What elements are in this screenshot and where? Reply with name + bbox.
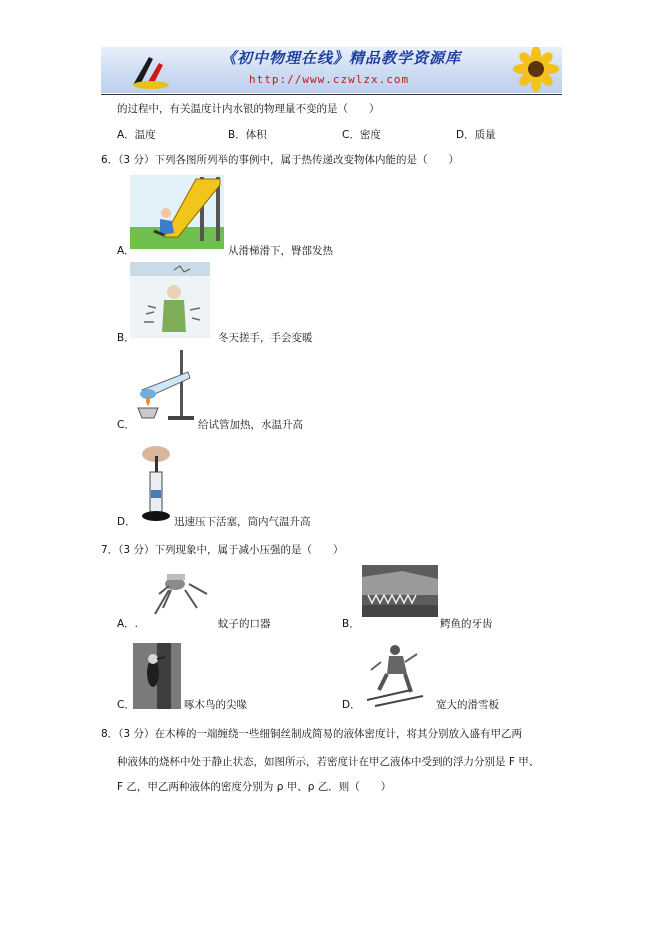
q7-option-d-letter[interactable]: D． bbox=[342, 699, 361, 711]
q6-option-b-letter[interactable]: B． bbox=[117, 332, 135, 344]
sunflower-icon bbox=[506, 47, 562, 93]
q6-stem: 6．（3 分）下列各图所列举的事例中，属于热传递改变物体内能的是（ ） bbox=[101, 154, 459, 166]
q6-option-b-text[interactable]: 冬天搓手，手会变暖 bbox=[218, 332, 313, 344]
mosquito-photo bbox=[145, 570, 217, 618]
banner-title: 《初中物理在线》精品教学资源库 bbox=[221, 49, 462, 67]
q6-option-c-letter[interactable]: C． bbox=[117, 419, 135, 431]
q6-option-c-text[interactable]: 给试管加热，水温升高 bbox=[198, 419, 303, 431]
hand-rubbing-illustration bbox=[130, 262, 210, 338]
crocodile-photo bbox=[362, 565, 438, 617]
q8-line-3: F 乙，甲乙两种液体的密度分别为 ρ 甲、ρ 乙．则（ ） bbox=[117, 781, 392, 793]
banner-url[interactable]: http://www.czwlzx.com bbox=[249, 73, 410, 86]
q7-option-d-text[interactable]: 宽大的滑雪板 bbox=[436, 699, 499, 711]
skier-photo bbox=[365, 640, 431, 710]
q5-option-c[interactable]: C．密度 bbox=[342, 129, 381, 141]
q5-option-b[interactable]: B．体积 bbox=[228, 129, 267, 141]
q5-stem: 的过程中，有关温度计内水银的物理量不变的是（ ） bbox=[117, 103, 380, 115]
q6-option-a-letter[interactable]: A． bbox=[117, 245, 135, 257]
q7-option-a-text[interactable]: 蚊子的口器 bbox=[218, 618, 271, 630]
q8-line-1: 8．（3 分）在木棒的一端缠绕一些细铜丝制成简易的液体密度计，将其分别放入盛有甲乙两 bbox=[101, 728, 522, 740]
q7-option-c-letter[interactable]: C． bbox=[117, 699, 135, 711]
q5-option-a[interactable]: A．温度 bbox=[117, 129, 156, 141]
q6-option-d-text[interactable]: 迅速压下活塞，筒内气温升高 bbox=[174, 516, 311, 528]
test-tube-illustration bbox=[130, 348, 198, 424]
q6-option-a-text[interactable]: 从滑梯滑下，臀部发热 bbox=[228, 245, 333, 257]
q7-option-b-letter[interactable]: B． bbox=[342, 618, 360, 630]
q7-option-b-text[interactable]: 鳄鱼的牙齿 bbox=[440, 618, 493, 630]
q6-option-d-letter[interactable]: D． bbox=[117, 516, 136, 528]
slide-illustration bbox=[130, 175, 224, 249]
q8-line-2: 种液体的烧杯中处于静止状态，如图所示，若密度计在甲乙液体中受到的浮力分别是 F 甲、 bbox=[117, 756, 540, 768]
q5-option-d[interactable]: D．质量 bbox=[456, 129, 496, 141]
q7-option-c-text[interactable]: 啄木鸟的尖喙 bbox=[184, 699, 247, 711]
logo-icon bbox=[129, 51, 173, 91]
q7-option-a-letter[interactable]: A．. bbox=[117, 618, 139, 630]
header-rule bbox=[101, 94, 562, 95]
q7-stem: 7．（3 分）下列现象中，属于减小压强的是（ ） bbox=[101, 544, 344, 556]
header-banner bbox=[101, 47, 562, 93]
woodpecker-photo bbox=[133, 643, 181, 709]
piston-illustration bbox=[130, 442, 174, 524]
